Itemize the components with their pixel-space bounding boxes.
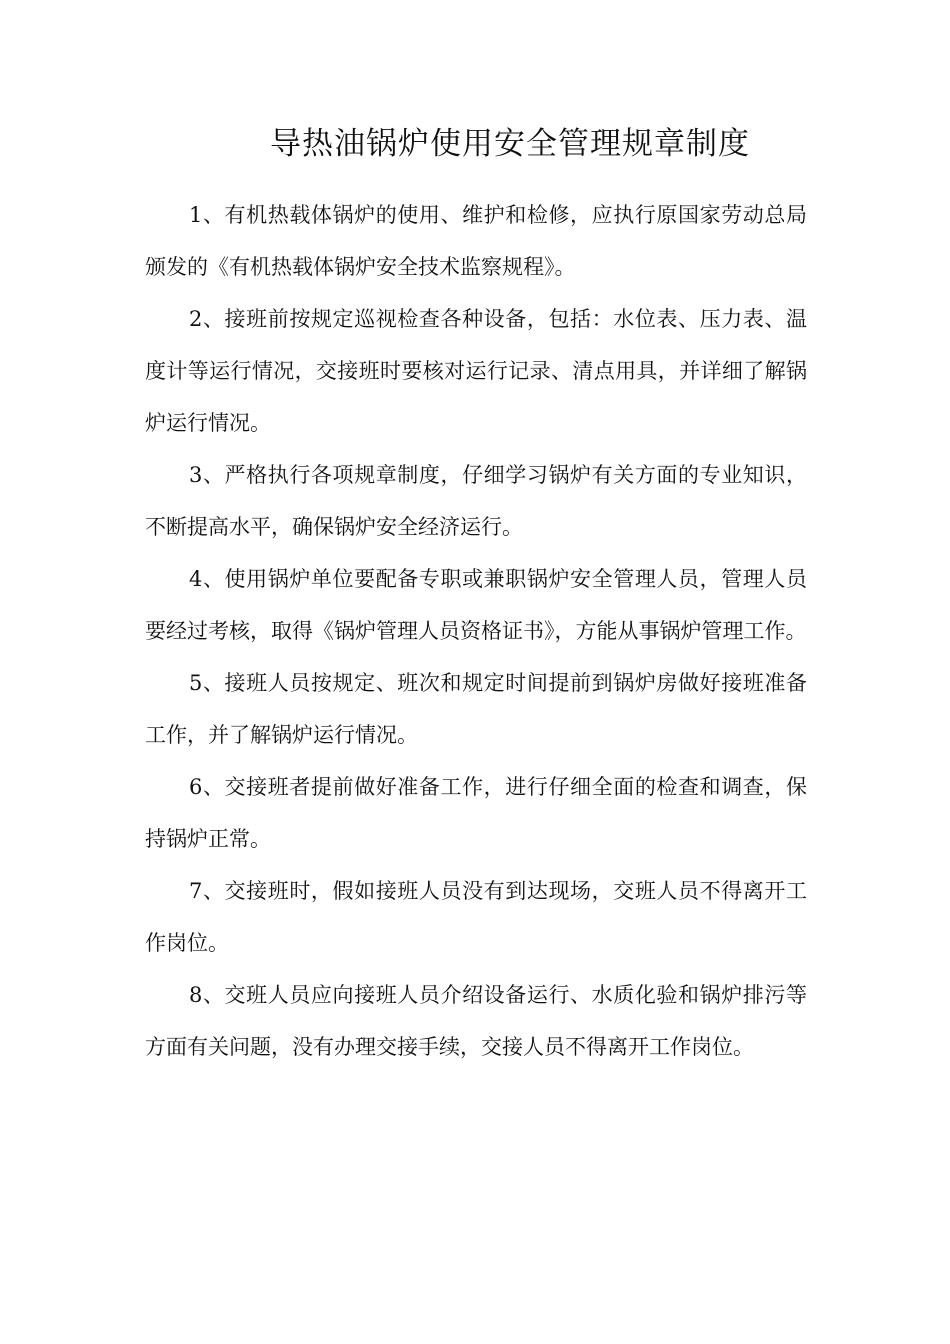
paragraph-6: 6、交接班者提前做好准备工作，进行仔细全面的检查和调查，保持锅炉正常。	[145, 775, 807, 851]
document-body	[145, 189, 807, 1073]
document-title: 导热油锅炉使用安全管理规章制度	[270, 126, 750, 162]
paragraph-3: 3、严格执行各项规章制度，仔细学习锅炉有关方面的专业知识，不断提高水平，确保锅炉安全经济运行。	[145, 463, 807, 539]
paragraph-2: 2、接班前按规定巡视检查各种设备，包括：水位表、压力表、温度计等运行情况，交接班时要核对运行记录、清点用具，并详细了解锅炉运行情况。	[145, 307, 807, 435]
paragraph-1: 1、有机热载体锅炉的使用、维护和检修，应执行原国家劳动总局颁发的《有机热载体锅炉安全技术监察规程》。	[145, 203, 807, 279]
paragraph-8: 8、交班人员应向接班人员介绍设备运行、水质化验和锅炉排污等方面有关问题，没有办理交接手续，交接人员不得离开工作岗位。	[145, 983, 807, 1059]
paragraph-5: 5、接班人员按规定、班次和规定时间提前到锅炉房做好接班准备工作，并了解锅炉运行情况。	[145, 671, 807, 747]
paragraph-7: 7、交接班时，假如接班人员没有到达现场，交班人员不得离开工作岗位。	[145, 879, 807, 955]
paragraph-4: 4、使用锅炉单位要配备专职或兼职锅炉安全管理人员，管理人员要经过考核，取得《锅炉管理人员资格证书》，方能从事锅炉管理工作。	[145, 567, 807, 643]
